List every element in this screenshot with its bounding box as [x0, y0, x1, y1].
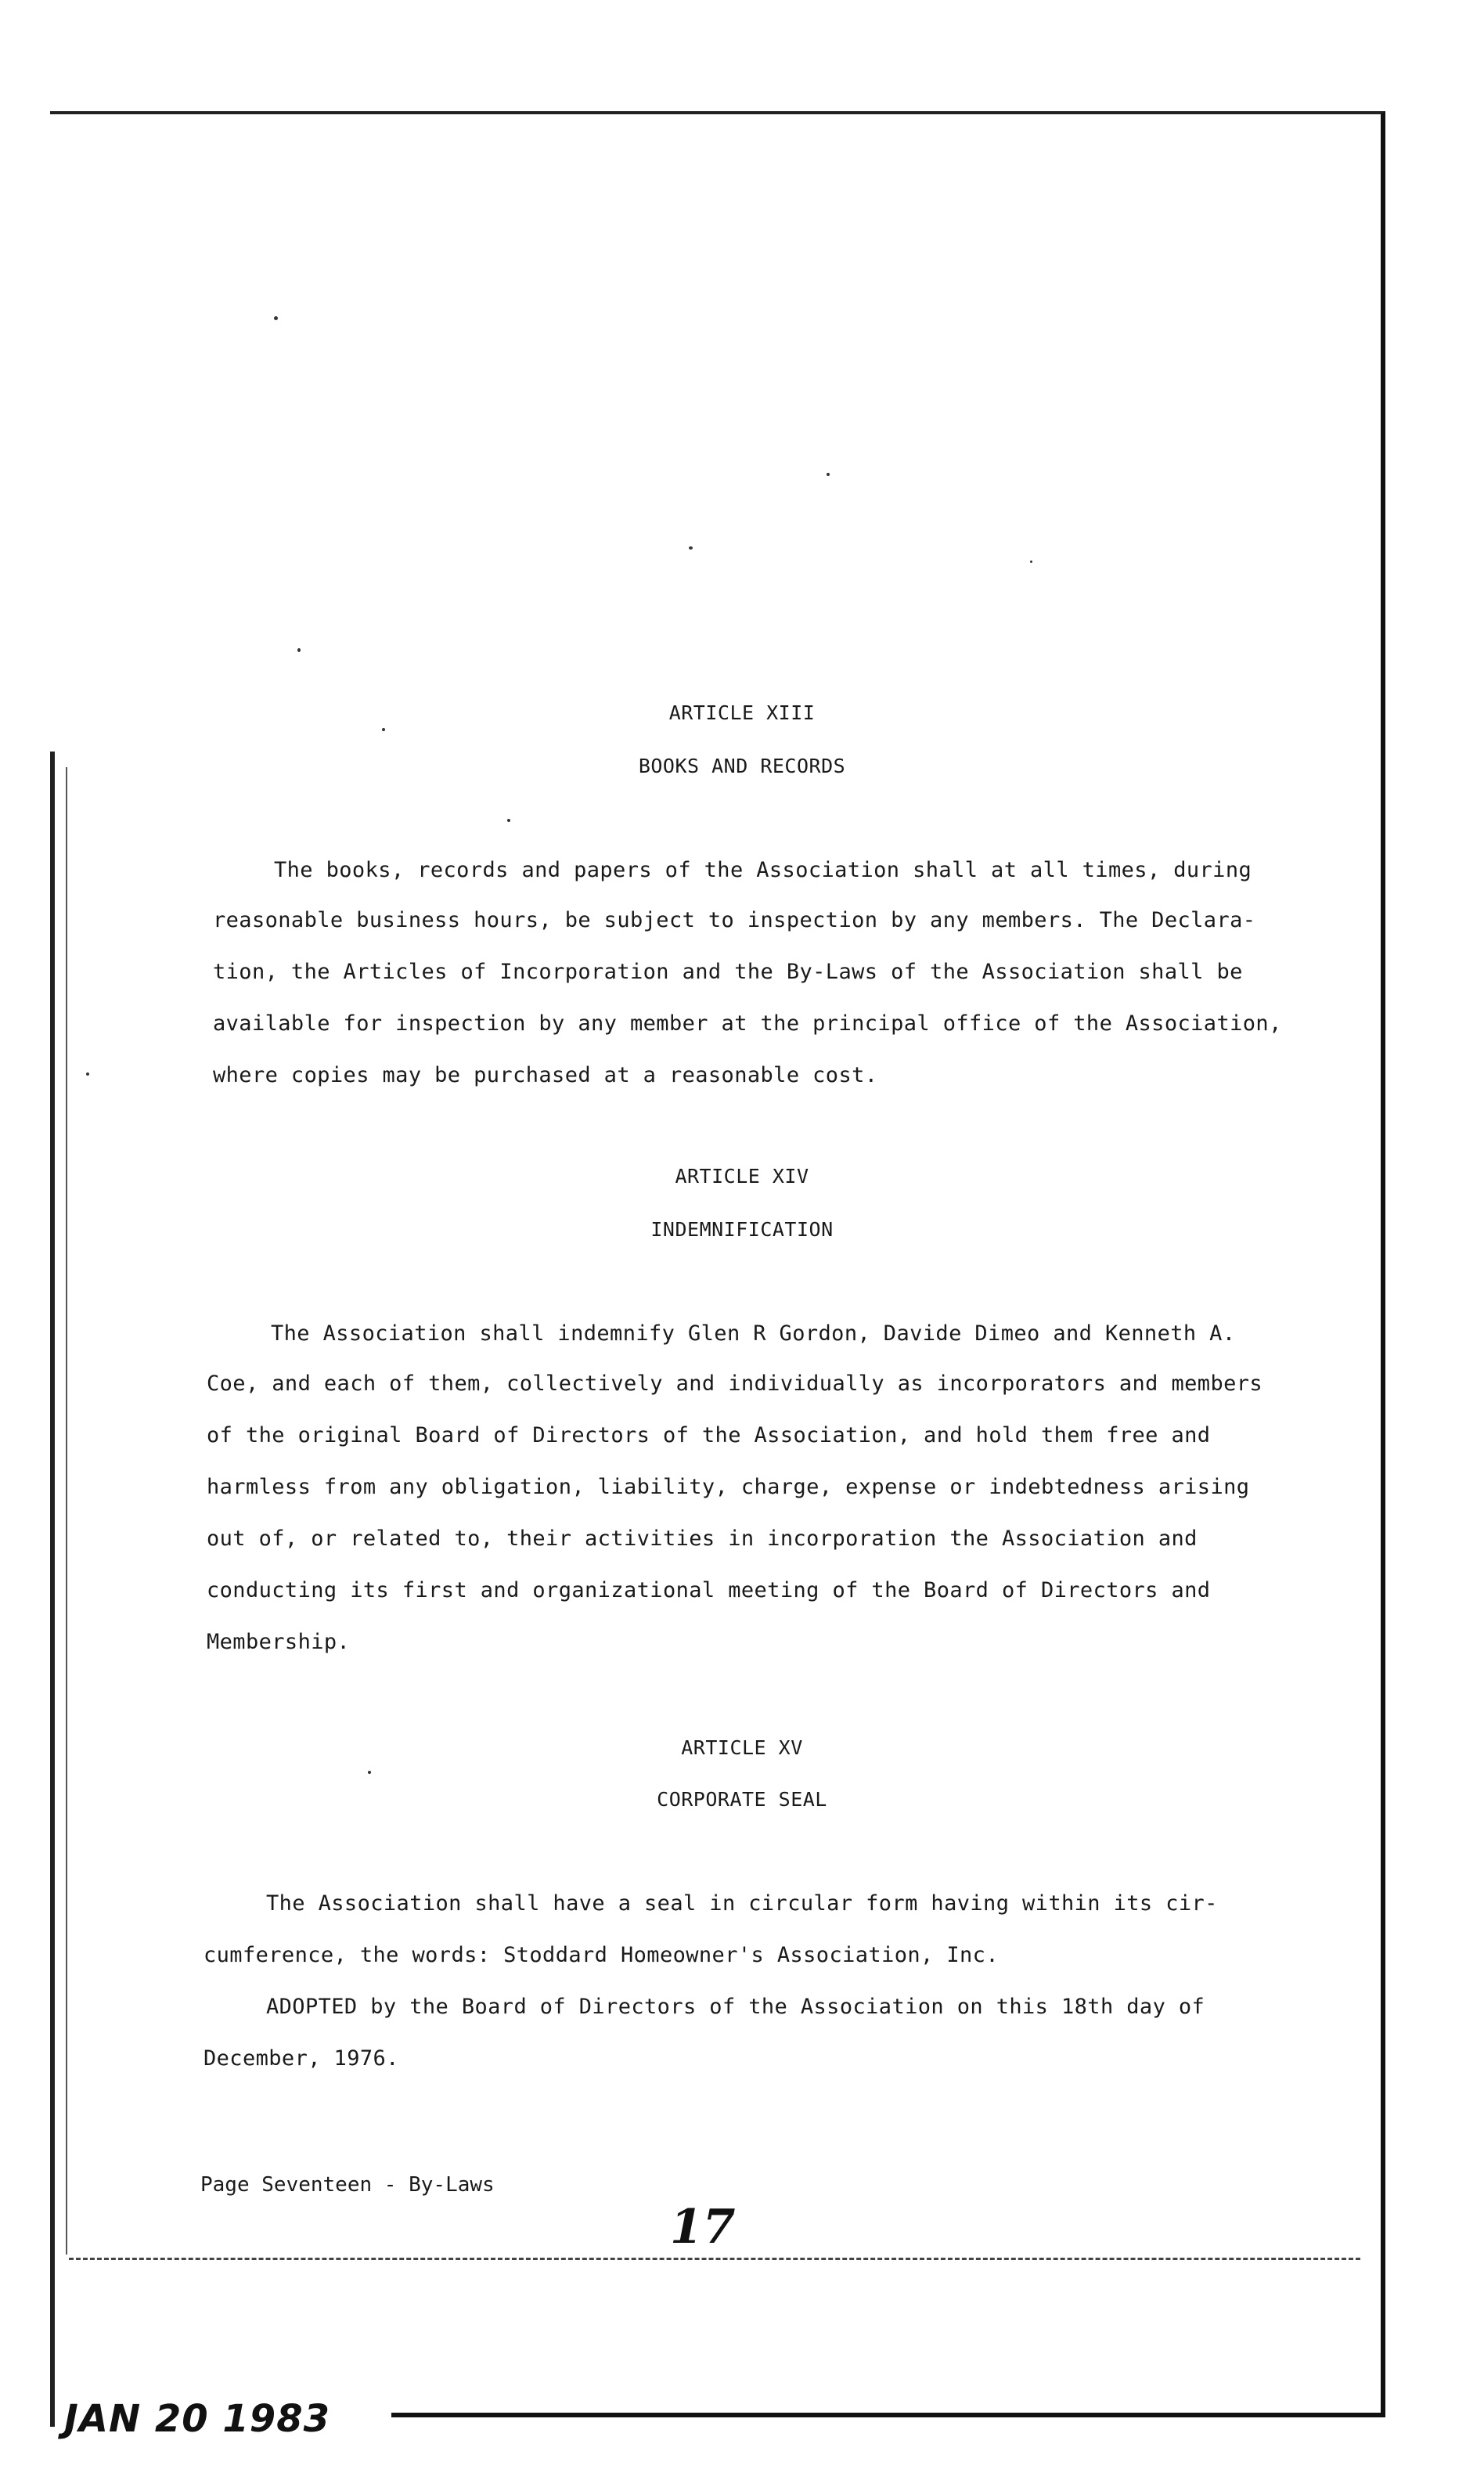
left-margin-rule-thin: [66, 767, 67, 2255]
scan-speck: [689, 546, 693, 550]
paragraph-line: harmless from any obligation, liability, charge, expense or indebtedness arising: [207, 1475, 1250, 1499]
article-15-number: ARTICLE XV: [681, 1736, 803, 1759]
page-footer: Page Seventeen - By-Laws: [200, 2173, 495, 2197]
bottom-dashed-rule: [69, 2258, 1360, 2260]
scan-speck: [507, 819, 510, 822]
paragraph-line: conducting its first and organizational meeting of the Board of Directors and: [207, 1578, 1211, 1602]
paragraph-line: of the original Board of Directors of the Association, and hold them free and: [207, 1423, 1211, 1447]
scan-speck: [297, 648, 301, 652]
right-lower-rule: [1381, 2255, 1385, 2417]
bottom-rule: [391, 2413, 1384, 2417]
left-margin-rule: [50, 752, 55, 2427]
paragraph-line: tion, the Articles of Incorporation and the By-Laws of the Association shall be: [213, 960, 1243, 984]
article-13-number: ARTICLE XIII: [668, 701, 816, 724]
paragraph-line: Membership.: [207, 1630, 351, 1654]
handwritten-page-number: 17: [670, 2200, 736, 2255]
article-14-number: ARTICLE XIV: [675, 1165, 809, 1188]
scan-speck: [86, 1072, 89, 1076]
paragraph-line: reasonable business hours, be subject to inspection by any members. The Declara-: [213, 908, 1256, 932]
article-13-title: BOOKS AND RECORDS: [638, 755, 846, 777]
scan-speck: [368, 1771, 371, 1774]
scan-speck: [274, 316, 278, 320]
paragraph-line: The Association shall have a seal in circular form having within its cir-: [266, 1891, 1218, 1916]
paragraph-line: Coe, and each of them, collectively and individually as incorporators and members: [207, 1372, 1263, 1396]
paragraph-line: ADOPTED by the Board of Directors of the Association on this 18th day of: [266, 1995, 1205, 2019]
paragraph-line: The books, records and papers of the Association shall at all times, during: [274, 858, 1252, 882]
paragraph-line: out of, or related to, their activities in incorporation the Association and: [207, 1527, 1198, 1551]
scan-speck: [827, 473, 830, 476]
paragraph-line: The Association shall indemnify Glen R Gordon, Davide Dimeo and Kenneth A.: [271, 1321, 1236, 1346]
paragraph-line: cumference, the words: Stoddard Homeowner's Association, Inc.: [204, 1943, 999, 1967]
article-14-title: INDEMNIFICATION: [650, 1218, 834, 1241]
paragraph-line: where copies may be purchased at a reasonable cost.: [213, 1063, 878, 1087]
paragraph-line: December, 1976.: [204, 2046, 399, 2071]
date-stamp: JAN 20 1983: [64, 2397, 330, 2441]
paragraph-line: available for inspection by any member at the principal office of the Association,: [213, 1011, 1282, 1036]
article-15-title: CORPORATE SEAL: [657, 1788, 827, 1811]
scan-speck: [382, 728, 385, 731]
scan-speck: [1030, 561, 1032, 563]
